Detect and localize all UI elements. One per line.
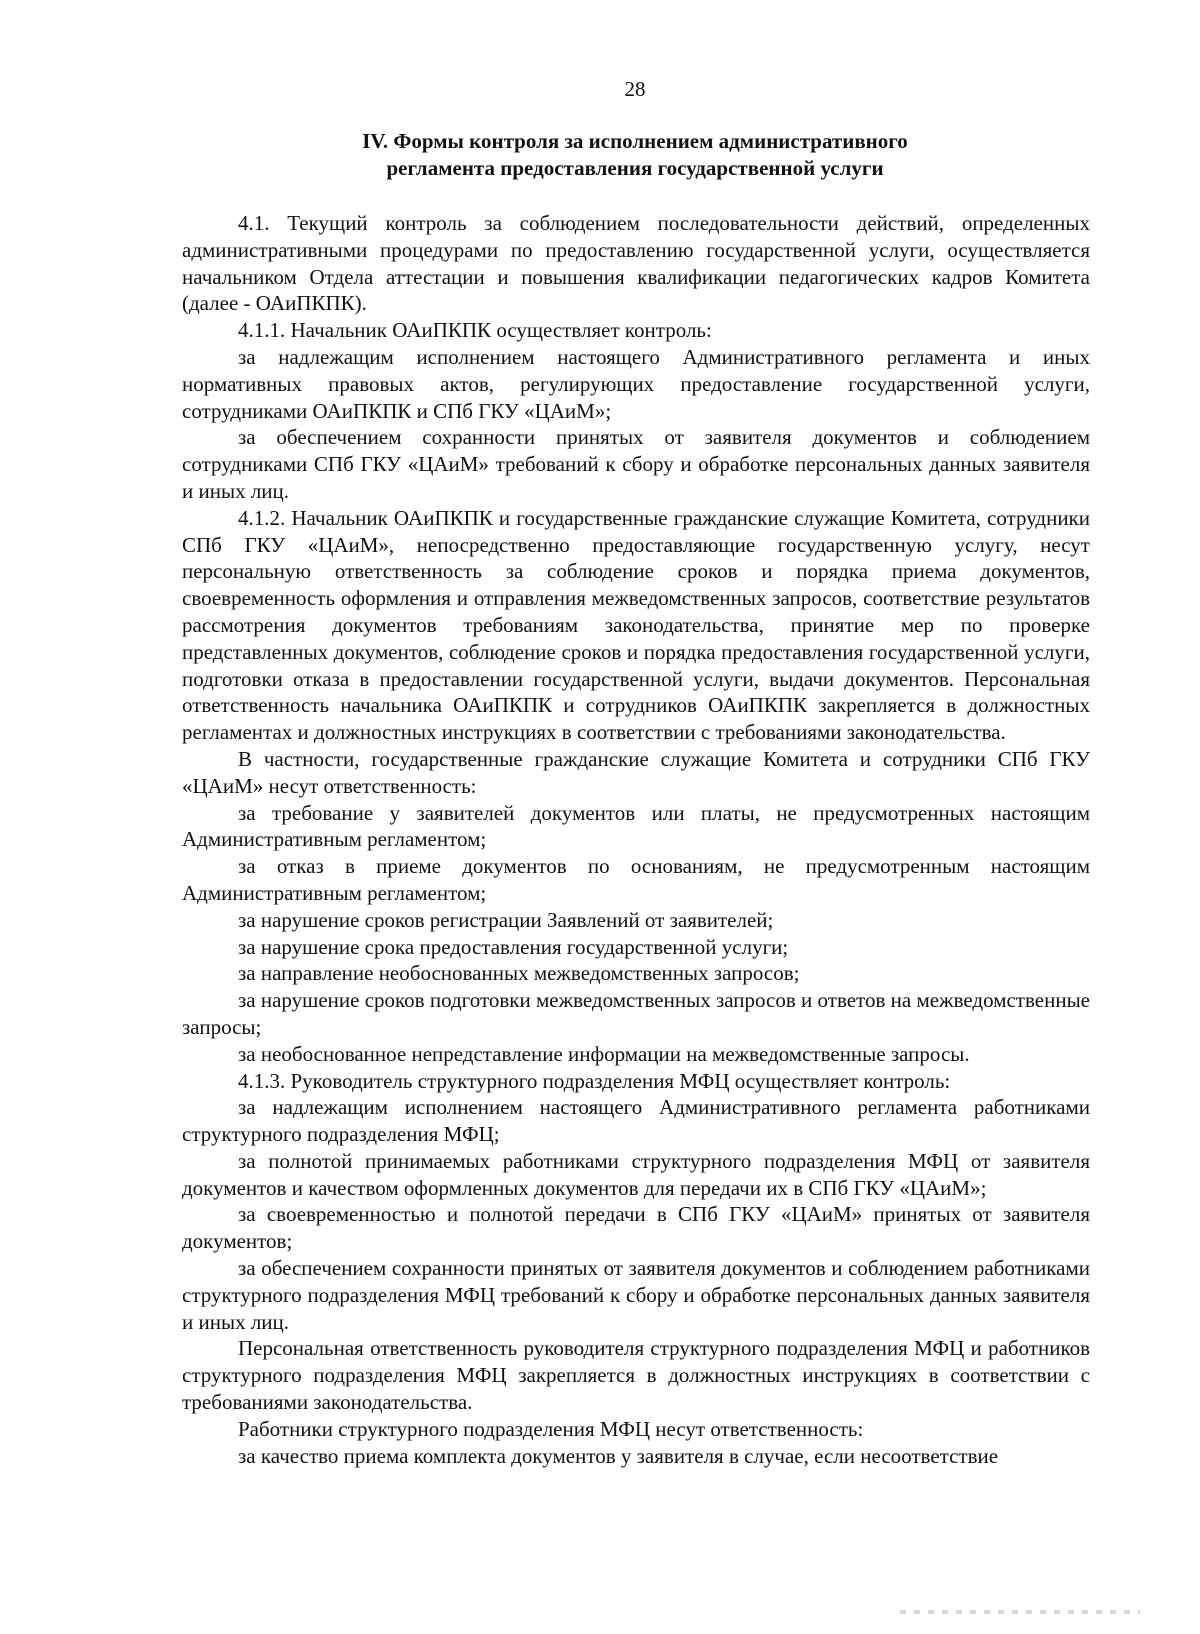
paragraph: В частности, государственные гражданские служащие Комитета и сотрудники СПб ГКУ «ЦАиМ» несут ответственность: xyxy=(182,746,1090,798)
paragraph-4-1-1: 4.1.1. Начальник ОАиПКПК осуществляет контроль: xyxy=(238,318,712,343)
paragraph: за надлежащим исполнением настоящего Административного регламента работниками структурного подразделения МФЦ; xyxy=(182,1095,1090,1147)
page-number: 28 xyxy=(624,77,646,101)
scan-artifact xyxy=(900,1610,1140,1614)
paragraph-continued: за качество приема комплекта документов у заявителя в случае, если несоответствие xyxy=(238,1443,999,1468)
paragraph: за полнотой принимаемых работниками структурного подразделения МФЦ от заявителя документов и качеством оформленных документов для передачи их в СПб ГКУ «ЦАиМ»; xyxy=(182,1148,1090,1200)
paragraph-4-1: 4.1. Текущий контроль за соблюдением последовательности действий, определенных административными процедурами по предоставлению государственной услуги, осуществляется начальником Отдела аттестации и повышения квалификации педагогических кадров Комитета (далее - ОАиПКПК). xyxy=(182,211,1090,316)
paragraph: Персональная ответственность руководителя структурного подразделения МФЦ и работников структурного подразделения МФЦ закрепляется в должностных инструкциях в соответствии с требованиями законодательства. xyxy=(182,1336,1090,1415)
paragraph: за своевременностью и полнотой передачи в СПб ГКУ «ЦАиМ» принятых от заявителя документов; xyxy=(182,1202,1090,1254)
paragraph: за надлежащим исполнением настоящего Административного регламента и иных нормативных правовых актов, регулирующих предоставление государственной услуги, сотрудниками ОАиПКПК и СПб ГКУ «ЦАиМ»; xyxy=(182,344,1090,423)
section-heading-line-2: регламента предоставления государственной услуги xyxy=(386,156,884,180)
paragraph-4-1-3: 4.1.3. Руководитель структурного подразделения МФЦ осуществляет контроль: xyxy=(238,1068,951,1093)
paragraph: за необоснованное непредставление информации на межведомственные запросы. xyxy=(238,1041,970,1066)
paragraph: за направление необоснованных межведомственных запросов; xyxy=(238,961,800,986)
paragraph: за нарушение срока предоставления государственной услуги; xyxy=(238,934,789,959)
section-heading-line-1: IV. Формы контроля за исполнением административного xyxy=(362,129,908,153)
paragraph-4-1-2: 4.1.2. Начальник ОАиПКПК и государственные гражданские служащие Комитета, сотрудники СПб ГКУ «ЦАиМ», непосредственно предоставляющие государственную услугу, несут персональную ответственность за соблюдение сроков и порядка приема документов, своевременность оформления и отправления межведомственных запросов, соответствие результатов рассмотрения документов требованиям законодательства, принятие мер по проверке представленных документов, соблюдение сроков и порядка предоставления государственной услуги, подготовки отказа в предоставлении государственной услуги, выдачи документов. Персональная ответственность начальника ОАиПКПК и сотрудников ОАиПКПК закрепляется в должностных регламентах и должностных инструкциях в соответствии с требованиями законодательства. xyxy=(182,505,1090,745)
paragraph: за нарушение сроков регистрации Заявлений от заявителей; xyxy=(238,907,774,932)
paragraph: за обеспечением сохранности принятых от заявителя документов и соблюдением сотрудниками СПб ГКУ «ЦАиМ» требований к сбору и обработке персональных данных заявителя и иных лиц. xyxy=(182,425,1090,503)
paragraph: за отказ в приеме документов по основаниям, не предусмотренным настоящим Административным регламентом; xyxy=(182,854,1090,905)
section-heading xyxy=(180,128,1090,182)
paragraph: за нарушение сроков подготовки межведомственных запросов и ответов на межведомственные запросы; xyxy=(182,988,1090,1039)
document-body xyxy=(182,210,1090,1469)
paragraph: за требование у заявителей документов или платы, не предусмотренных настоящим Административным регламентом; xyxy=(182,800,1090,852)
paragraph: Работники структурного подразделения МФЦ несут ответственность: xyxy=(238,1416,864,1441)
paragraph: за обеспечением сохранности принятых от заявителя документов и соблюдением работниками структурного подразделения МФЦ требований к сбору и обработке персональных данных заявителя и иных лиц. xyxy=(182,1256,1090,1334)
